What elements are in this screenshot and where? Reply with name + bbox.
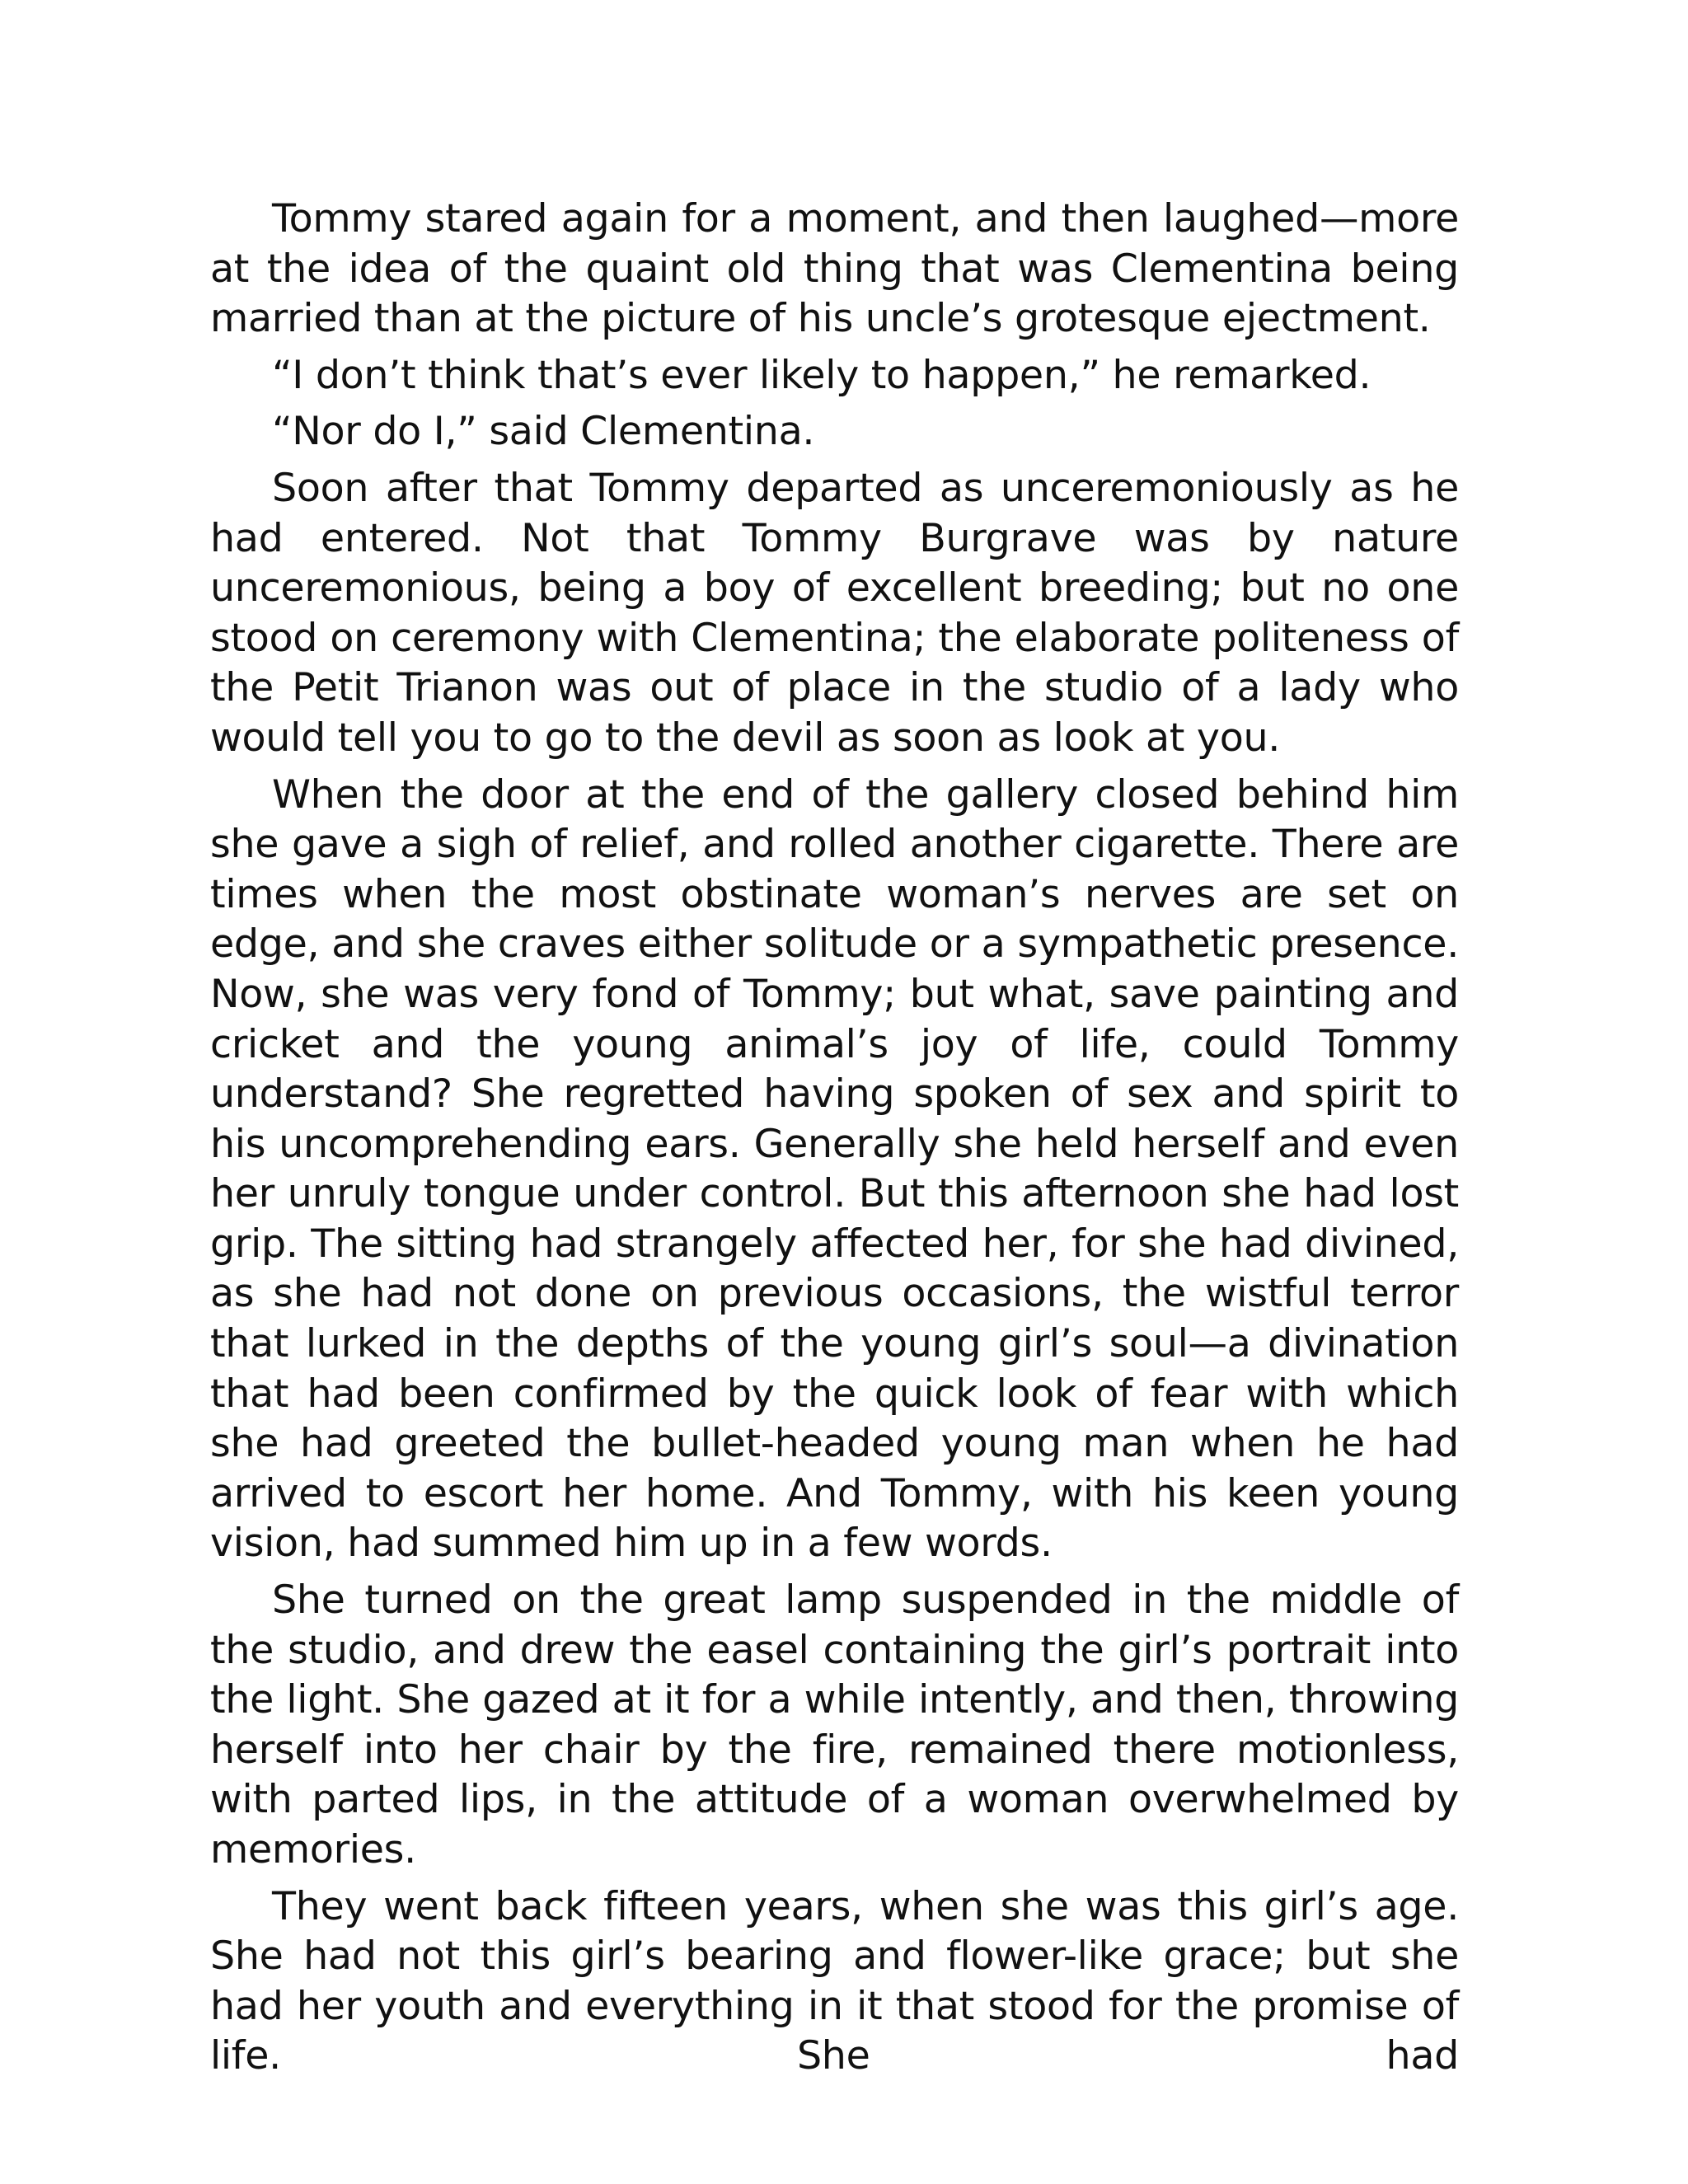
paragraph-2: “I don’t think that’s ever likely to happen,” he remarked. [272, 352, 1372, 398]
paragraph-7: They went back fifteen years, when she was this girl’s age. She had not this girl’s bearing and flower-like grace; but she had her youth and everything in it that stood for the promise of life. She had [210, 1883, 1459, 2079]
paragraph-4: Soon after that Tommy departed as unceremoniously as he had entered. Not that Tommy Burgrave was by nature unceremonious, being a boy of excellent breeding; but no one stood on ceremony with Clementina; the elaborate politeness of the Petit Trianon was out of place in the studio of a lady who would tell you to go to the devil as soon as look at you. [210, 465, 1459, 761]
book-page-text [210, 194, 1459, 2088]
paragraph-6: She turned on the great lamp suspended in the middle of the studio, and drew the easel containing the girl’s portrait into the light. She gazed at it for a while intently, and then, throwing herself into her chair by the fire, remained there motionless, with parted lips, in the attitude of a woman overwhelmed by memories. [210, 1577, 1459, 1872]
paragraph-5: When the door at the end of the gallery closed behind him she gave a sigh of relief, and rolled another cigarette. There are times when the most obstinate woman’s nerves are set on edge, and she craves either solitude or a sympathetic presence. Now, she was very fond of Tommy; but what, save painting and cricket and the young animal’s joy of life, could Tommy understand? She regretted having spoken of sex and spirit to his uncomprehending ears. Generally she held herself and even her unruly tongue under control. But this afternoon she had lost grip. The sitting had strangely affected her, for she had divined, as she had not done on previous occasions, the wistful terror that lurked in the depths of the young girl’s soul—a divination that had been confirmed by the quick look of fear with which she had greeted the bullet-headed young man when he had arrived to escort her home. And Tommy, with his keen young vision, had summed him up in a few words. [210, 771, 1459, 1567]
paragraph-1: Tommy stared again for a moment, and then laughed—more at the idea of the quaint old thing that was Clementina being married than at the picture of his uncle’s grotesque ejectment. [210, 196, 1459, 342]
paragraph-3: “Nor do I,” said Clementina. [272, 409, 815, 455]
